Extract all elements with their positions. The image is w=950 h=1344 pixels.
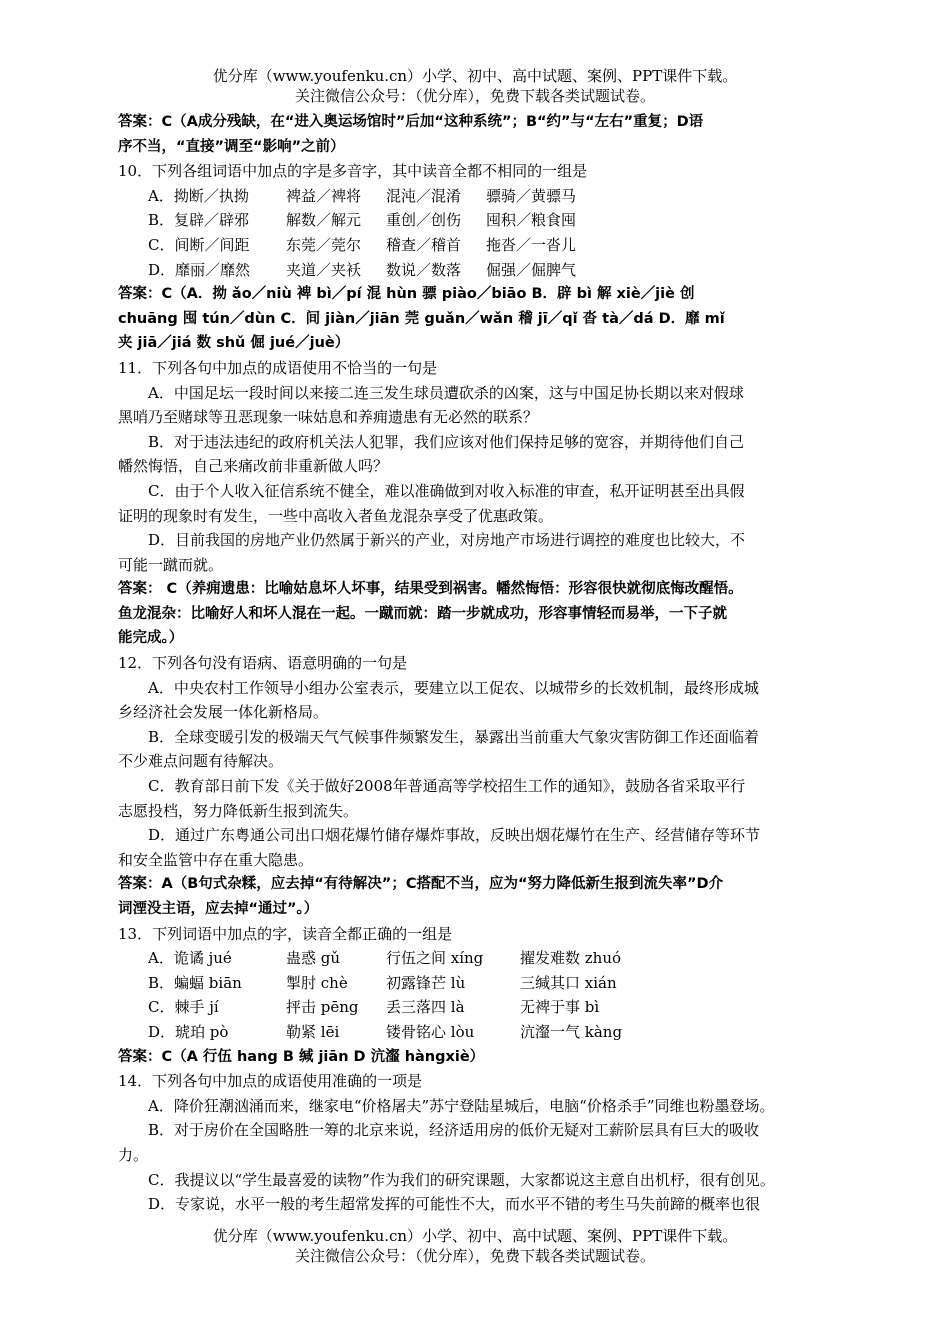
q13-b-4: 三缄其口 xián xyxy=(520,973,617,992)
q10-d-4: 倔强／倔脾气 xyxy=(486,260,577,279)
q12-line-6: 志愿投档，努力降低新生报到流失。 xyxy=(118,801,359,820)
q11-line-6: 证明的现象时有发生，一些中高收入者鱼龙混杂享受了优惠政策。 xyxy=(118,506,554,525)
q12-answer-line-2: 词湮没主语，应去掉“通过”。） xyxy=(118,901,319,917)
q10-option-a xyxy=(118,184,840,209)
q12-line-8: 和安全监管中存在重大隐患。 xyxy=(118,850,314,869)
q10-c-2: 东莞／莞尔 xyxy=(286,235,362,254)
q12-line-1: A．中央农村工作领导小组办公室表示，要建立以工促农、以城带乡的长效机制，最终形成城 xyxy=(148,678,759,697)
q13-d-4: 沆瀣一气 kàng xyxy=(520,1022,623,1041)
q13-stem: 13．下列词语中加点的字，读音全都正确的一组是 xyxy=(118,924,453,943)
answer-9-line-1: 答案：C（A成分残缺，在“进入奥运场馆时”后加“这种系统”；B“约”与“左右”重复；D语 xyxy=(118,114,704,130)
q13-option-a xyxy=(118,946,840,971)
q14-stem: 14．下列各句中加点的成语使用准确的一项是 xyxy=(118,1072,423,1091)
q11-line-7: D．目前我国的房地产业仍然属于新兴的产业，对房地产市场进行调控的难度也比较大，不 xyxy=(148,531,746,550)
q13-d-3: 镂骨铭心 lòu xyxy=(386,1022,475,1041)
q10-c-1: C．间断／间距 xyxy=(148,235,250,254)
answer-9-line-2: 序不当，“直接”调至“影响”之前） xyxy=(118,138,345,155)
page-header xyxy=(0,66,950,106)
q10-d-2: 夹道／夹袄 xyxy=(286,260,362,279)
q13-option-c xyxy=(118,995,840,1020)
q11-line-4: 幡然悔悟，自己来痛改前非重新做人吗？ xyxy=(118,457,389,476)
q10-b-3: 重创／创伤 xyxy=(386,211,462,230)
q10-c-3: 稽查／稽首 xyxy=(386,235,462,254)
q10-a-1: A．拗断／执拗 xyxy=(148,186,249,205)
q11-answer-line-2: 鱼龙混杂：比喻好人和坏人混在一起。一蹴而就：踏一步就成功，形容事情轻而易举，一下子就 xyxy=(118,605,727,622)
q10-option-b xyxy=(118,208,840,233)
q10-answer-line-2: chuāng 囤 tún／dùn C．间 jiàn／jiān 莞 guǎn／wǎn 稽 jī／qǐ 沓 tà／dá D．靡 mǐ xyxy=(118,310,725,327)
q13-option-b xyxy=(118,971,840,996)
q13-option-d xyxy=(118,1020,840,1045)
q12-line-3: B．全球变暖引发的极端天气气候事件频繁发生，暴露出当前重大气象灾害防御工作还面临着 xyxy=(148,727,760,746)
q10-c-4: 拖沓／一沓儿 xyxy=(486,235,577,254)
q10-answer-line-1: 答案：C（A．拗 ǎo／niù 裨 bì／pí 混 hùn 骠 piào／biāo B．辟 bì 解 xiè／jiè 创 xyxy=(118,286,695,303)
header-line-1: 优分库（www.youfenku.cn）小学、初中、高中试题、案例、PPT课件下载。 xyxy=(212,67,738,85)
q10-d-1: D．靡丽／靡然 xyxy=(148,260,251,279)
q10-a-3: 混沌／混淆 xyxy=(386,186,462,205)
q13-c-4: 无裨于事 bì xyxy=(520,998,600,1017)
q12-line-2: 乡经济社会发展一体化新格局。 xyxy=(118,703,329,722)
q13-b-3: 初露锋芒 lù xyxy=(386,973,466,992)
q10-b-4: 囤积／粮食囤 xyxy=(486,211,577,230)
q10-a-4: 骠骑／黄骠马 xyxy=(486,186,577,205)
page-content xyxy=(118,110,840,1217)
q13-c-2: 抨击 pēng xyxy=(286,998,359,1017)
header-line-2: 关注微信公众号：（优分库），免费下载各类试题试卷。 xyxy=(294,87,655,105)
q12-stem: 12．下列各句没有语病、语意明确的一句是 xyxy=(118,654,408,673)
q13-a-3: 行伍之间 xíng xyxy=(386,949,484,968)
q14-line-4: C．我提议以“学生最喜爱的读物”作为我们的研究课题，大家都说这主意自出机杼，很有创见。 xyxy=(148,1170,775,1189)
q10-b-1: B．复辟／辟邪 xyxy=(148,211,250,230)
q10-a-2: 裨益／裨将 xyxy=(286,186,362,205)
q13-d-1: D．琥珀 pò xyxy=(148,1022,229,1041)
q11-line-8: 可能一蹴而就。 xyxy=(118,555,224,574)
q13-a-2: 蛊惑 gǔ xyxy=(286,949,341,968)
footer-line-2: 关注微信公众号：（优分库），免费下载各类试题试卷。 xyxy=(294,1247,655,1265)
q11-line-2: 黑哨乃至赌球等丑恶现象一味姑息和养痈遗患有无必然的联系？ xyxy=(118,408,539,427)
q13-answer: 答案：C（A 行伍 hang B 缄 jiān D 沆瀣 hàngxiè） xyxy=(118,1048,485,1065)
q10-option-d xyxy=(118,258,840,283)
q12-line-4: 不少难点问题有待解决。 xyxy=(118,752,284,771)
q13-c-3: 丢三落四 là xyxy=(386,998,465,1017)
q12-line-7: D．通过广东粤通公司出口烟花爆竹储存爆炸事故，反映出烟花爆竹在生产、经营储存等环节 xyxy=(148,826,761,845)
q13-b-1: B．蝙蝠 biān xyxy=(148,973,242,992)
q11-line-3: B．对于违法违纪的政府机关法人犯罪，我们应该对他们保持足够的宽容，并期待他们自己 xyxy=(148,432,745,451)
q12-line-5: C．教育部日前下发《关于做好2008年普通高等学校招生工作的通知》，鼓励各省采取平行 xyxy=(148,777,746,796)
q13-b-2: 掣肘 chè xyxy=(286,973,348,992)
footer-line-1: 优分库（www.youfenku.cn）小学、初中、高中试题、案例、PPT课件下载。 xyxy=(212,1227,738,1245)
q13-c-1: C．棘手 jí xyxy=(148,998,219,1017)
q11-line-1: A．中国足坛一段时间以来接二连三发生球员遭砍杀的凶案，这与中国足协长期以来对假球 xyxy=(148,383,744,402)
q11-answer-line-3: 能完成。） xyxy=(118,630,184,647)
q14-line-2: B．对于房价在全国略胜一筹的北京来说，经济适用房的低价无疑对工薪阶层具有巨大的吸收 xyxy=(148,1121,760,1140)
q10-option-c xyxy=(118,233,840,258)
q10-answer-line-3: 夹 jiā／jiá 数 shǔ 倔 jué／juè） xyxy=(118,335,350,352)
q13-a-4: 擢发难数 zhuó xyxy=(520,949,622,968)
page-footer xyxy=(0,1226,950,1266)
q12-answer-line-1: 答案：A（B句式杂糅，应去掉“有待解决”；C搭配不当，应为“努力降低新生报到流失率”D介 xyxy=(118,876,724,893)
q10-b-2: 解数／解元 xyxy=(286,211,362,230)
q10-stem: 10．下列各组词语中加点的字是多音字，其中读音全都不相同的一组是 xyxy=(118,162,588,181)
q14-line-1: A．降价狂潮汹涌而来，继家电“价格屠夫”苏宁登陆星城后，电脑“价格杀手”同维也粉墨登场。 xyxy=(148,1096,775,1115)
q11-line-5: C．由于个人收入征信系统不健全，难以准确做到对收入标准的审查，私开证明甚至出具假 xyxy=(148,481,745,500)
q14-line-3: 力。 xyxy=(118,1145,149,1164)
q13-a-1: A．诡谲 jué xyxy=(148,949,232,968)
q13-d-2: 勒紧 lēi xyxy=(286,1022,340,1041)
q11-answer-line-1: 答案： C（养痈遗患：比喻姑息坏人坏事，结果受到祸害。幡然悔悟：形容很快就彻底悔改醒悟。 xyxy=(118,581,743,598)
q10-d-3: 数说／数落 xyxy=(386,260,462,279)
q11-stem: 11．下列各句中加点的成语使用不恰当的一句是 xyxy=(118,358,438,377)
q14-line-5: D．专家说，水平一般的考生超常发挥的可能性不大，而水平不错的考生马失前蹄的概率也很 xyxy=(148,1195,761,1214)
